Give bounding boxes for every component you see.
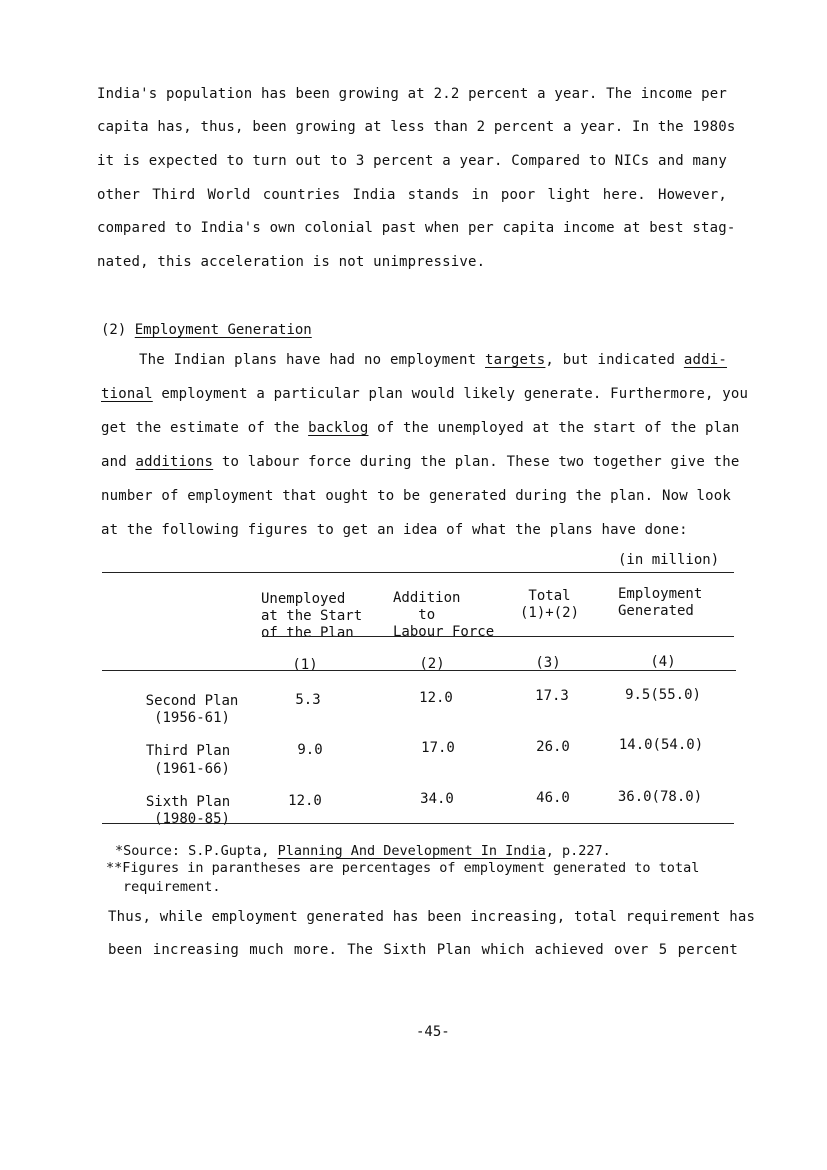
page-number: -45- bbox=[416, 1024, 450, 1040]
cell-sixth-c2: 34.0 bbox=[420, 791, 454, 807]
term-additional-end: tional bbox=[101, 386, 153, 402]
col-number-2: (2) bbox=[419, 656, 445, 672]
header-employment-generated: Employment Generated bbox=[618, 586, 703, 619]
section-heading bbox=[101, 322, 312, 338]
row-years-third: (1961-66) bbox=[154, 761, 230, 777]
term-additional-start: addi- bbox=[683, 352, 728, 368]
cell-third-c3: 26.0 bbox=[536, 739, 570, 755]
col-number-3: (3) bbox=[535, 655, 561, 671]
row-plan-second: Second Plan bbox=[145, 693, 239, 709]
col-number-rule bbox=[102, 670, 736, 671]
para2-line-4: and additions to labour force during the plan. These two together give the bbox=[101, 454, 740, 470]
source-note: *Source: S.P.Gupta, Planning And Development In India, p.227. bbox=[115, 843, 611, 859]
para1-line-6: nated, this acceleration is not unimpressive. bbox=[97, 254, 486, 270]
source-book-title: Planning And Development In India bbox=[277, 843, 546, 859]
header-unemployed: Unemployed at the Start of the Plan bbox=[261, 591, 363, 641]
row-years-sixth: (1980-85) bbox=[154, 811, 230, 827]
header-addition: Addition to Labour Force bbox=[393, 590, 495, 640]
row-plan-third: Third Plan bbox=[145, 743, 231, 759]
row-years-second: (1956-61) bbox=[154, 710, 230, 726]
section-number: (2) bbox=[101, 322, 127, 338]
row-plan-sixth: Sixth Plan bbox=[145, 794, 231, 810]
cell-second-c1: 5.3 bbox=[295, 692, 321, 708]
header-underline bbox=[262, 636, 734, 637]
table-bottom-rule bbox=[102, 823, 734, 824]
col-number-1: (1) bbox=[292, 657, 318, 673]
para2-line-2: tional employment a particular plan would likely generate. Furthermore, you bbox=[101, 386, 749, 402]
para2-line-6: at the following figures to get an idea of what the plans have done: bbox=[101, 522, 688, 538]
figures-note-line-2: requirement. bbox=[123, 879, 221, 895]
cell-second-c2: 12.0 bbox=[419, 690, 453, 706]
para3-line-1: Thus, while employment generated has been increasing, total requirement has bbox=[108, 909, 756, 925]
table-top-rule bbox=[102, 572, 734, 573]
para1-line-4: other Third World countries India stands in poor light here. However, bbox=[97, 187, 727, 203]
term-additions: additions bbox=[135, 454, 214, 470]
cell-third-c2: 17.0 bbox=[421, 740, 455, 756]
col-number-4: (4) bbox=[650, 654, 676, 670]
para1-line-5: compared to India's own colonial past when per capita income at best stag- bbox=[97, 220, 736, 236]
term-targets: targets bbox=[485, 352, 546, 368]
cell-sixth-c1: 12.0 bbox=[288, 793, 322, 809]
section-title: Employment Generation bbox=[134, 322, 312, 338]
para2-line-5: number of employment that ought to be generated during the plan. Now look bbox=[101, 488, 731, 504]
para1-line-3: it is expected to turn out to 3 percent a year. Compared to NICs and many bbox=[97, 153, 727, 169]
para3-line-2: been increasing much more. The Sixth Plan which achieved over 5 percent bbox=[108, 942, 738, 958]
figures-note-line-1: **Figures in parantheses are percentages of employment generated to total bbox=[106, 860, 700, 876]
cell-second-c3: 17.3 bbox=[535, 688, 569, 704]
cell-second-c4: 9.5(55.0) bbox=[625, 687, 701, 703]
para2-line-3: get the estimate of the backlog of the unemployed at the start of the plan bbox=[101, 420, 740, 436]
cell-third-c4: 14.0(54.0) bbox=[618, 737, 704, 753]
para1-line-2: capita has, thus, been growing at less than 2 percent a year. In the 1980s bbox=[97, 119, 736, 135]
term-backlog: backlog bbox=[308, 420, 369, 436]
cell-sixth-c4: 36.0(78.0) bbox=[617, 789, 703, 805]
para1-line-1: India's population has been growing at 2.2 percent a year. The income per bbox=[97, 86, 727, 102]
cell-sixth-c3: 46.0 bbox=[536, 790, 570, 806]
header-total: Total (1)+(2) bbox=[520, 588, 580, 621]
table-unit-note: (in million) bbox=[618, 552, 720, 568]
cell-third-c1: 9.0 bbox=[297, 742, 323, 758]
para2-line-1: The Indian plans have had no employment targets, but indicated addi- bbox=[139, 352, 728, 368]
